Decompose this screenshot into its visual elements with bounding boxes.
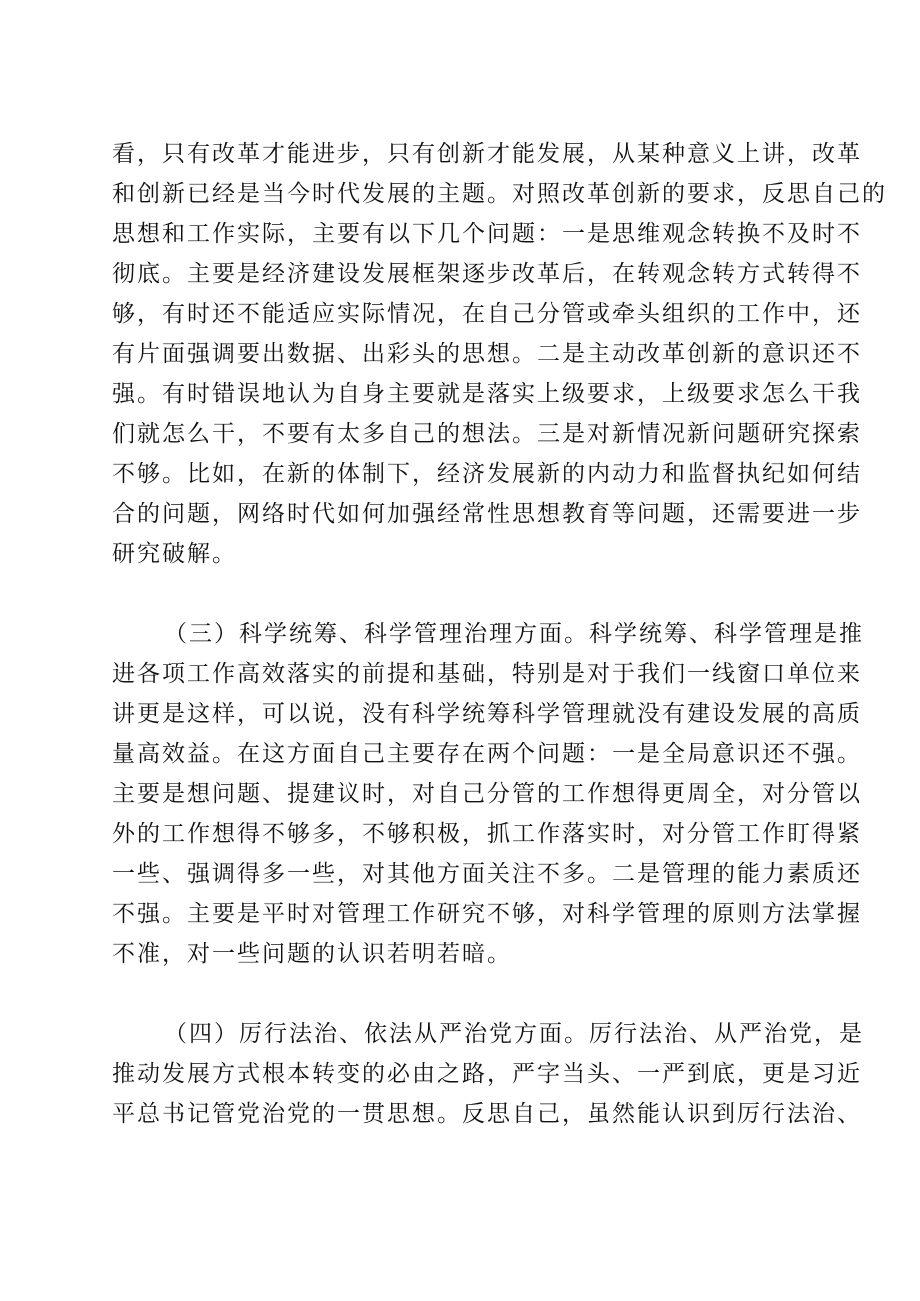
text-line: 一些、强调得多一些，对其他方面关注不多。二是管理的能力素质还 bbox=[112, 861, 862, 887]
text-line: 外的工作想得不够多，不够积极，抓工作落实时，对分管工作盯得紧 bbox=[112, 821, 862, 847]
text-line: 和创新已经是当今时代发展的主题。对照改革创新的要求，反思自己的 bbox=[112, 181, 887, 207]
text-line: 们就怎么干，不要有太多自己的想法。三是对新情况新问题研究探索 bbox=[112, 421, 862, 447]
text-line: 合的问题，网络时代如何加强经常性思想教育等问题，还需要进一步 bbox=[112, 501, 862, 527]
text-line: 彻底。主要是经济建设发展框架逐步改革后，在转观念转方式转得不 bbox=[112, 261, 862, 287]
text-line: 研究破解。 bbox=[112, 541, 237, 567]
text-line: 有片面强调要出数据、出彩头的思想。二是主动改革创新的意识还不 bbox=[112, 341, 862, 367]
section-heading-line: （三）科学统筹、科学管理治理方面。科学统筹、科学管理是推 bbox=[164, 621, 864, 647]
text-line: 讲更是这样，可以说，没有科学统筹科学管理就没有建设发展的高质 bbox=[112, 701, 862, 727]
text-line: 量高效益。在这方面自己主要存在两个问题：一是全局意识还不强。 bbox=[112, 741, 862, 767]
paragraph-continuation bbox=[112, 134, 887, 574]
text-line: 看，只有改革才能进步，只有创新才能发展，从某种意义上讲，改革 bbox=[112, 141, 862, 167]
text-line: 进各项工作高效落实的前提和基础，特别是对于我们一线窗口单位来 bbox=[112, 661, 862, 687]
section-3-paragraph bbox=[112, 614, 864, 974]
text-line: 推动发展方式根本转变的必由之路，严字当头、一严到底，更是习近 bbox=[112, 1061, 862, 1087]
text-line: 主要是想问题、提建议时，对自己分管的工作想得更周全，对分管以 bbox=[112, 781, 862, 807]
text-line: 不强。主要是平时对管理工作研究不够，对科学管理的原则方法掌握 bbox=[112, 901, 862, 927]
text-line: 平总书记管党治党的一贯思想。反思自己，虽然能认识到厉行法治、 bbox=[112, 1101, 862, 1127]
text-line: 够，有时还不能适应实际情况，在自己分管或牵头组织的工作中，还 bbox=[112, 301, 862, 327]
text-line: 思想和工作实际，主要有以下几个问题：一是思维观念转换不及时不 bbox=[112, 221, 862, 247]
text-line: 不够。比如，在新的体制下，经济发展新的内动力和监督执纪如何结 bbox=[112, 461, 862, 487]
text-line: 强。有时错误地认为自身主要就是落实上级要求，上级要求怎么干我 bbox=[112, 381, 862, 407]
text-line: 不准，对一些问题的认识若明若暗。 bbox=[112, 941, 512, 967]
section-4-paragraph bbox=[112, 1014, 864, 1134]
section-heading-line: （四）厉行法治、依法从严治党方面。厉行法治、从严治党，是 bbox=[164, 1021, 864, 1047]
